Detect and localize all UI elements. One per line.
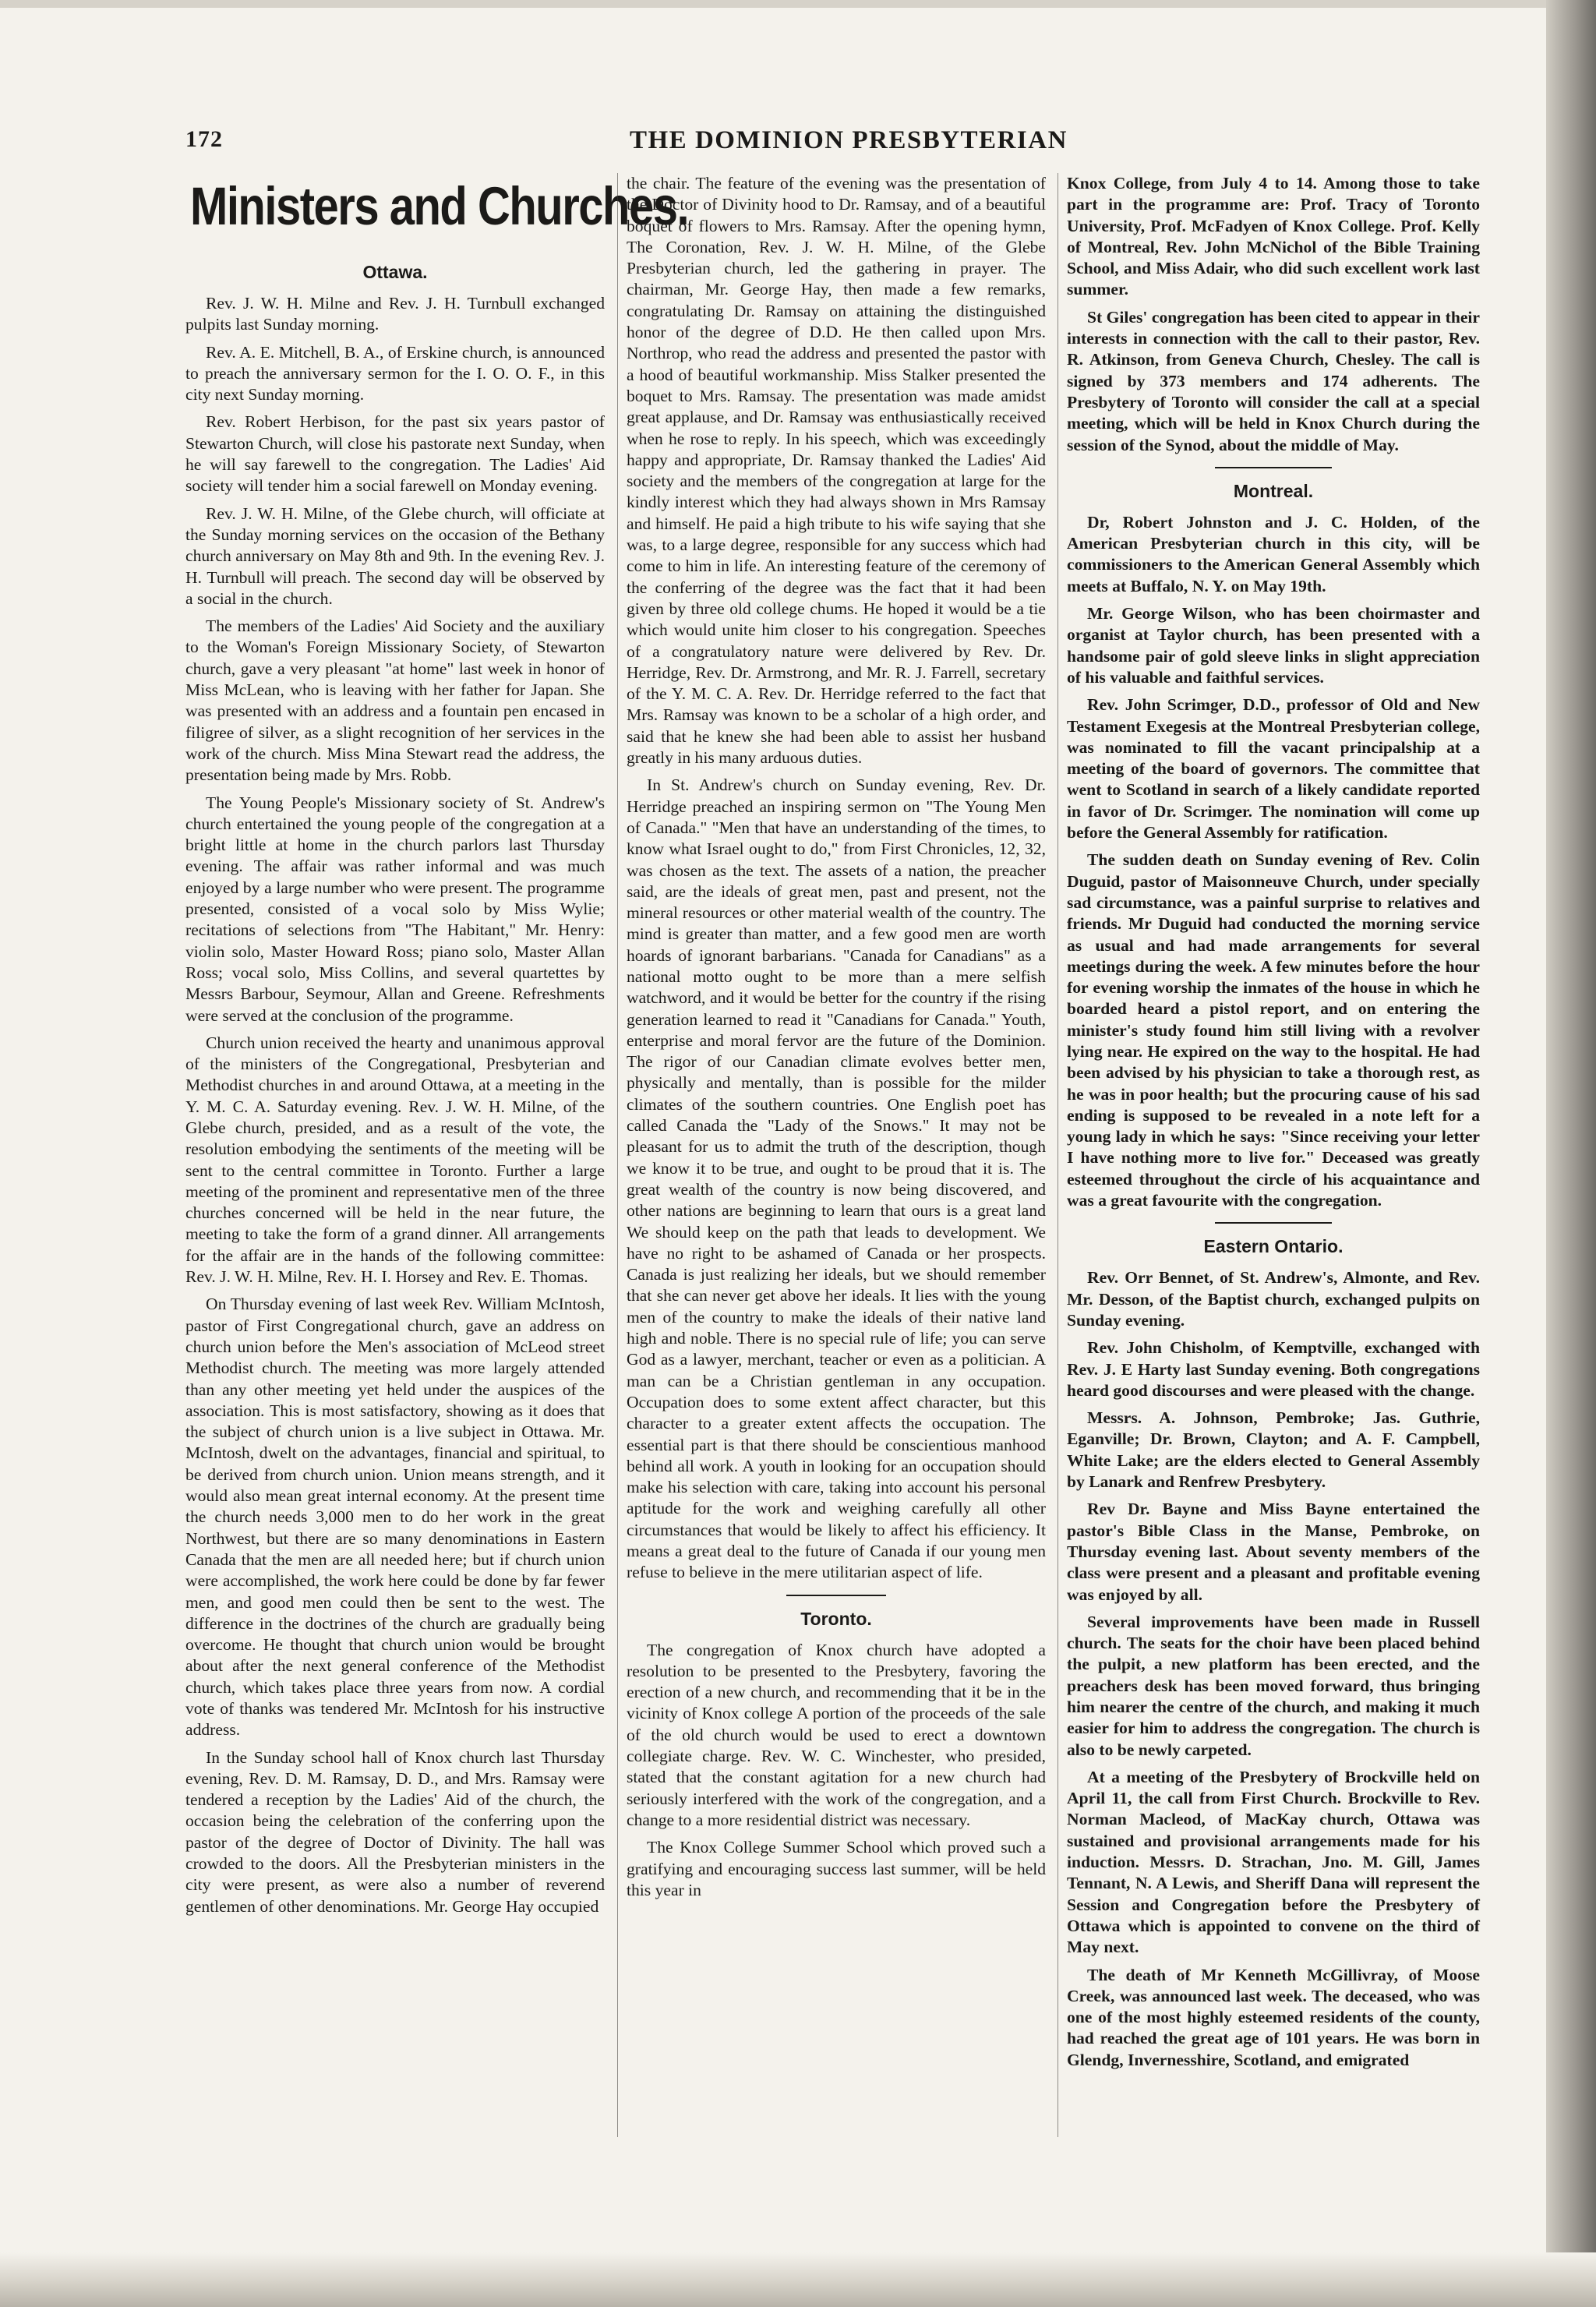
article-paragraph: St Giles' congregation has been cited to appear in their interests in connection with the call to their pastor, Rev. R. Atkinson, from Geneva Church, Chesley. The call is signed by 373 members and 174 adherents. The Presbytery of Toronto will consider the call at a special meeting, which will be held in Knox Church during the session of the Synod, about the middle of May. <box>1067 307 1480 454</box>
heading-ottawa: Ottawa. <box>362 262 428 282</box>
article-paragraph: The Young People's Missionary society of St. Andrew's church entertained the young people of the congregation at a bright little at home in the church parlors last Thursday evening. The affair was rather informal and was much enjoyed by a large number who were present. The programme presented, consisted of a vocal solo by Miss Wylie; recitations of selections from "The Habitant," Mr. Henry: violin solo, Master Howard Ross; piano solo, Master Allan Ross; vocal solo, Miss Collins, and several quartettes by Messrs Barbour, Seymour, Allan and Greene. Refreshments were served at the conclusion of the programme. <box>185 793 605 1025</box>
article-paragraph: Rev. A. E. Mitchell, B. A., of Erskine church, is announced to preach the anniversary sermon for the I. O. O. F., in this city next Sunday morning. <box>185 342 605 405</box>
article-paragraph: Church union received the hearty and unanimous approval of the ministers of the Congregational, Presbyterian and Methodist churches in and around Ottawa, at a meeting in the Y. M. C. A. Saturday evening. Rev. J. W. H. Milne, of the Glebe church, presided, and as a result of the vote, the resolution embodying the sentiments of the meeting will be sent to the central committee in Toronto. Further a large meeting of the prominent and representative men of the three churches concerned will be held in the near future, the meeting to take the form of a grand dinner. All arrangements for the affair are in the hands of the following committee: Rev. J. W. H. Milne, Rev. H. I. Horsey and Rev. E. Thomas. <box>185 1033 605 1287</box>
article-paragraph: Rev. John Scrimger, D.D., professor of Old and New Testament Exegesis at the Montreal Presbyterian college, was nominated to fill the vacant principalship at a meeting of the board of governors. The committee that went to Scotland in search of a likely candidate reported in favor of Dr. Scrimger. The nomination will come up before the General Assembly for ratification. <box>1067 695 1480 843</box>
running-header-title: THE DOMINION PRESBYTERIAN <box>630 126 1068 154</box>
right-column <box>1067 173 1480 2077</box>
article-paragraph: At a meeting of the Presbytery of Brockville held on April 11, the call from First Church. Brockville to Rev. Norman Macleod, of MacKay church, Ottawa was sustained and provisional arrangements made for his induction. Messrs. D. Strachan, Jno. M. Gill, James Tennant, N. A Lewis, and Sheriff Dana will represent the Session and Congregation before the Presbytery of Ottawa which is appointed to convene on the third of May next. <box>1067 1767 1480 1957</box>
article-paragraph: In the Sunday school hall of Knox church last Thursday evening, Rev. D. M. Ramsay, D. D., and Mrs. Ramsay were tendered a reception by the Ladies' Aid of the church, the occasion being the celebration of the conferring upon the pastor of the degree of Doctor of Divinity. The hall was crowded to the doors. All the Presbyterian ministers in the city were present, as were also a number of reverend gentlemen of other denominations. Mr. George Hay occupied <box>185 1747 605 1916</box>
article-paragraph: Rev. J. W. H. Milne, of the Glebe church, will officiate at the Sunday morning services on the occasion of the Bethany church anniversary on May 8th and 9th. In the evening Rev. J. H. Turnbull will preach. The second day will be observed by a social in the church. <box>185 503 605 608</box>
page-number: 172 <box>185 126 223 152</box>
article-paragraph: Several improvements have been made in Russell church. The seats for the choir have been placed behind the pulpit, a new platform has been erected, and the preachers desk has been moved forward, thus bringing him nearer the centre of the church, and making it much easier for him to address the congregation. The church is also to be newly carpeted. <box>1067 1612 1480 1759</box>
scan-right-edge <box>1546 0 1596 2307</box>
article-paragraph: The sudden death on Sunday evening of Rev. Colin Duguid, pastor of Maisonneuve Church, under specially sad circumstance, was a painful surprise to relatives and friends. Mr Duguid had conducted the morning service as usual and had made arrangements for several meetings during the week. A few minutes before the hour for evening worship the inmates of the house in which he boarded heard a pistol report, and on entering the minister's study found him still living with a revolver lying near. He expired on the way to the hospital. He had been advised by his physician to take a thorough rest, as he was in poor health; but the procuring cause of his sad ending is supposed to be revealed in a note left for a young lady in which he says: "Since receiving your letter I have nothing more to live for." Deceased was greatly esteemed throughout the circle of his acquaintance and was a great favourite with the congregation. <box>1067 850 1480 1210</box>
left-column <box>185 173 689 1924</box>
article-paragraph: Rev. John Chisholm, of Kemptville, exchanged with Rev. J. E Harty last Sunday evening. Both congregations heard good discourses and were pleased with the change. <box>1067 1338 1480 1400</box>
article-paragraph: the chair. The feature of the evening was the presentation of the Doctor of Divinity hood to Dr. Ramsay, and of a beautiful boquet of flowers to Mrs. Ramsay. After the opening hymn, The Coronation, Rev. J. W. H. Milne, of the Glebe Presbyterian church, led the gathering in prayer. The chairman, Mr. George Hay, then made a few remarks, congratulating Dr. Ramsay on attaining the distinguished honor of the degree of D.D. He then called upon Mrs. Northrop, who read the address and presented the pastor with a hood of beautiful workmanship. Miss Stalker presented the boquet to Mrs. Ramsay. The presentation was made amidst great applause, and Dr. Ramsay was enthusiastically received when he rose to reply. In his speech, which was exceedingly happy and appropriate, Dr. Ramsay thanked the Ladies' Aid society and the members of the congregation at large for the kindly interest which they had always shown in Mrs Ramsay and himself. He paid a high tribute to his wife saying that she was, to a large degree, responsible for any success which had come to him in life. An interesting feature of the ceremony of the conferring of the degree was the fact that it had been given by three old college chums. He hoped it would be a tie which would unite him closer to his congregation. Speeches of a congratulatory nature were delivered by Rev. Dr. Herridge, Rev. Dr. Armstrong, and Mr. R. J. Farrell, secretary of the Y. M. C. A. Rev. Dr. Herridge referred to the fact that Mrs. Ramsay was known to be a scholar of a high order, and said that he knew she had been able to assist her husband greatly in his many arduous duties. <box>627 174 1046 768</box>
middle-column <box>627 173 1046 1907</box>
heading-eastern-ontario: Eastern Ontario. <box>1203 1236 1344 1257</box>
section-rule <box>786 1595 886 1596</box>
article-paragraph: Messrs. A. Johnson, Pembroke; Jas. Guthrie, Eganville; Dr. Brown, Clayton; and A. F. Campbell, White Lake; are the elders elected to General Assembly by Lanark and Renfrew Presbytery. <box>1067 1408 1480 1492</box>
article-paragraph: Knox College, from July 4 to 14. Among those to take part in the programme are: Prof. Tracy of Toronto University, Prof. McFadyen of Knox College. Prof. Kelly of Montreal, Rev. John McNichol of the Bible Training School, and Miss Adair, who did such excellent work last summer. <box>1067 174 1480 299</box>
article-paragraph: Dr, Robert Johnston and J. C. Holden, of the American Presbyterian church in this city, will be commissioners to the American General Assembly which meets at Buffalo, N. Y. on May 19th. <box>1067 512 1480 595</box>
article-paragraph: Rev. Robert Herbison, for the past six years pastor of Stewarton Church, will close his pastorate next Sunday, when he will say farewell to the congregation. The Ladies' Aid society will tender him a social farewell on Monday evening. <box>185 412 605 496</box>
article-paragraph: The Knox College Summer School which proved such a gratifying and encouraging success last summer, will be held this year in <box>627 1838 1046 1899</box>
section-rule <box>1215 1222 1332 1224</box>
article-paragraph: Rev Dr. Bayne and Miss Bayne entertained the pastor's Bible Class in the Manse, Pembroke, on Thursday evening last. About seventy members of the class were present and a pleasant and profitable evening was enjoyed by all. <box>1067 1500 1480 1604</box>
scan-top-edge <box>0 0 1596 8</box>
heading-montreal: Montreal. <box>1233 480 1314 501</box>
article-paragraph: In St. Andrew's church on Sunday evening, Rev. Dr. Herridge preached an inspiring sermon on "The Young Men of Canada." "Men that have an understanding of the times, to know what Israel ought to do," from First Chronicles, 12, 32, was chosen as the text. The assets of a nation, the preacher said, are the ideals of great men, past and present, not the mineral resources or other material wealth of the country. The mind is greater than matter, and a few good men are worth hoards of ignorant barbarians. "Canada for Canadians" as a national motto ought to be more than a mere selfish watchword, and it would be better for the country if the rising generation learned to read it "Canadians for Canada." Youth, enterprise and moral fervor are the future of the Dominion. The rigor of our Canadian climate evolves better men, physically and mentally, than is possible for the milder climates of the southern countries. One English poet has called Canada the "Lady of the Snows." It may not be pleasant for us to admit the truth of the description, though we know it to be true, and ought to be proud that it is. The great wealth of the country is now being discovered, and other nations are beginning to learn that ours is a great land We should keep on the path that leads to development. We have no right to be ashamed of Canada or her prospects. Canada is just realizing her ideals, but we should remember that she can never get above her ideals. It lies with the young men of the country to make the ideals of their native land high and noble. There is no special rule of life; you can serve God as a lawyer, merchant, teacher or even as a politician. A man can be a Christian gentleman in any occupation. Occupation does to some extent affect character, but this character to a greater extent affects the occupation. The essential part is that there should be conscientious manhood behind all work. A youth in looking for an occupation should make his selection with care, taking into account his personal aptitude for the work and weighing carefully all other circumstances that would be likely to affect his efficiency. It means a great deal to the future of Canada if our young men refuse to believe in the mere utilitarian aspect of life. <box>627 775 1046 1582</box>
article-paragraph: The death of Mr Kenneth McGillivray, of Moose Creek, was announced last week. The deceased, who was one of the most highly esteemed residents of the county, had reached the great age of 101 years. He was born in Glendg, Invernesshire, Scotland, and emigrated <box>1067 1965 1480 2069</box>
section-rule <box>1215 467 1332 468</box>
article-paragraph: On Thursday evening of last week Rev. William McIntosh, pastor of First Congregational church, gave an address on church union before the Men's association of McLeod street Methodist church. The meeting was more largely attended than any other meeting yet held under the auspices of the association. This is most satisfactory, showing as it does that the subject of church union is a live subject in Ottawa. Mr. McIntosh, dwelt on the advantages, financial and spiritual, to be derived from church union. Union means strength, and it would also mean great internal economy. At the present time the church needs 3,000 men to do her work in the great Northwest, but there are so many denominations in Eastern Canada that the men are all needed here; but if church union were accomplished, the work here could be done by far fewer men, and good men could then be sent to the west. The difference in the doctrines of the church are gradually being overcome. He thought that church union would be brought about after the next general conference of the Methodist church, which takes place three years from now. A cordial vote of thanks was tendered Mr. McIntosh for his instructive address. <box>185 1295 605 1740</box>
article-paragraph: Mr. George Wilson, who has been choirmaster and organist at Taylor church, has been presented with a handsome pair of gold sleeve links in slight appreciation of his valuable and faithful services. <box>1067 604 1480 687</box>
article-paragraph: Rev. Orr Bennet, of St. Andrew's, Almonte, and Rev. Mr. Desson, of the Baptist church, exchanged pulpits on Sunday evening. <box>1067 1268 1480 1330</box>
column-divider <box>617 173 618 2137</box>
heading-toronto: Toronto. <box>800 1608 872 1629</box>
article-paragraph: The members of the Ladies' Aid Society and the auxiliary to the Woman's Foreign Missionary Society, of Stewarton church, gave a very pleasant "at home" last week in honor of Miss McLean, who is leaving with her father for Japan. She was presented with an address and a fountain pen encased in filigree of silver, as a slight recognition of her services in the work of the church. Miss Mina Stewart read the address, the presentation being made by Mrs. Robb. <box>185 616 605 785</box>
section-masthead: Ministers and Churches. <box>190 176 689 237</box>
article-paragraph: The congregation of Knox church have adopted a resolution to be presented to the Presbytery, favoring the erection of a new church, and recommending that it be in the vicinity of Knox college A portion of the proceeds of the sale of the old church would be used to erect a downtown collegiate charge. Rev. W. C. Winchester, who presided, stated that the constant agitation for a new church had seriously interfered with the work of the congregation, and a change to a more residential district was necessary. <box>627 1640 1046 1829</box>
article-paragraph: Rev. J. W. H. Milne and Rev. J. H. Turnbull exchanged pulpits last Sunday morning. <box>185 294 605 334</box>
scan-bottom-edge <box>0 2252 1596 2307</box>
